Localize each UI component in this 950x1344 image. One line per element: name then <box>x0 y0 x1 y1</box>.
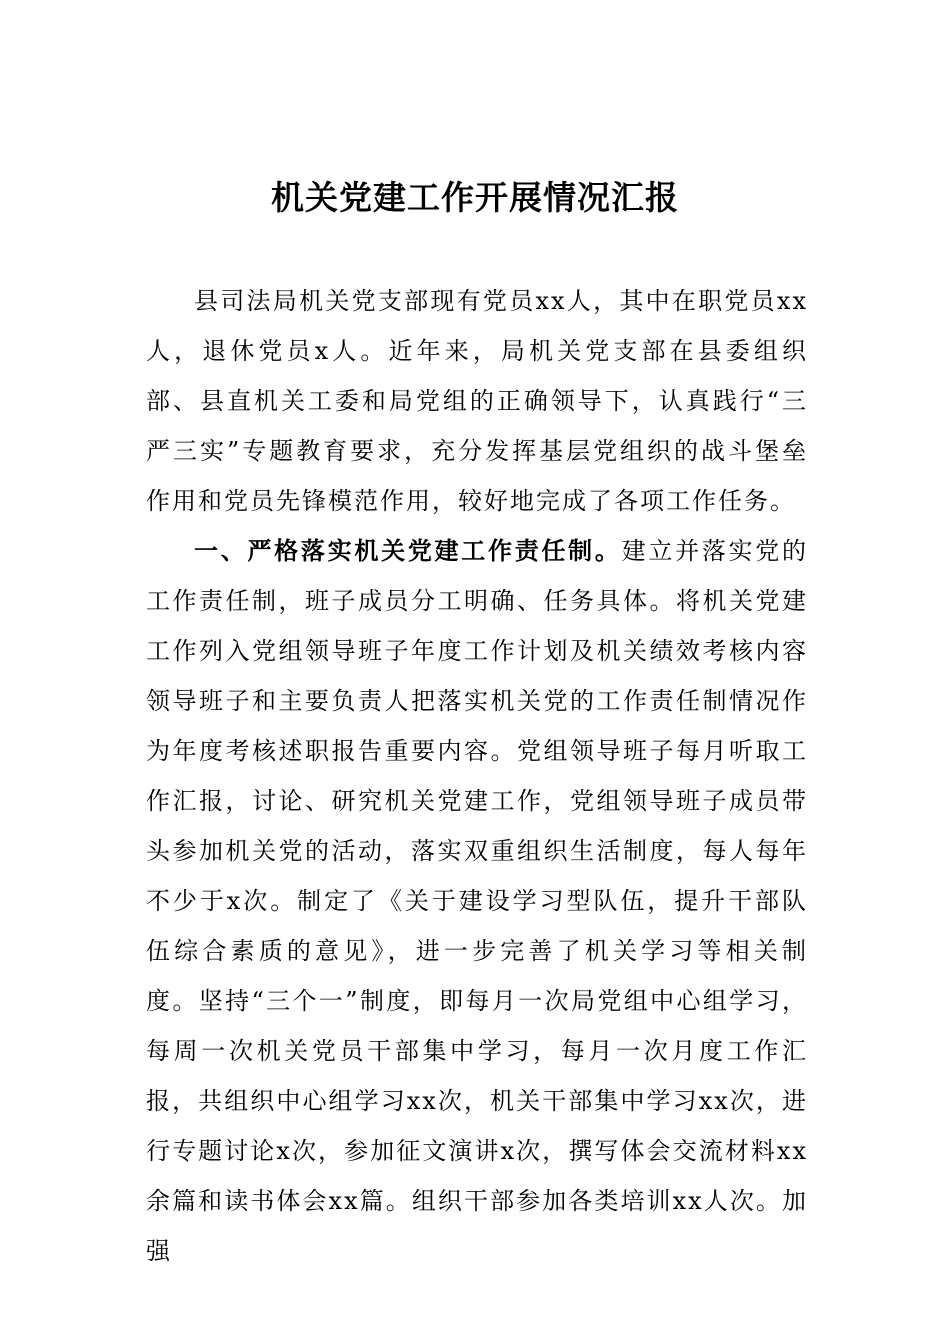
document-body <box>146 276 808 1276</box>
paragraph-section-1 <box>146 526 808 1276</box>
section-1-text: 建立并落实党的工作责任制，班子成员分工明确、任务具体。将机关党建工作列入党组领导班子年度工作计划及机关绩效考核内容领导班子和主要负责人把落实机关党的工作责任制情况作为年度考核述职报告重要内容。党组领导班子每月听取工作汇报，讨论、研究机关党建工作，党组领导班子成员带头参加机关党的活动，落实双重组织生活制度，每人每年不少于x次。制定了《关于建设学习型队伍，提升干部队伍综合素质的意见》，进一步完善了机关学习等相关制度。坚持“三个一”制度，即每月一次局党组中心组学习，每周一次机关党员干部集中学习，每月一次月度工作汇报，共组织中心组学习xx次，机关干部集中学习xx次，进行专题讨论x次，参加征文演讲x次，撰写体会交流材料xx余篇和读书体会xx篇。组织干部参加各类培训xx人次。加强 <box>146 537 809 1265</box>
paragraph-intro <box>146 276 808 526</box>
section-1-heading: 一、严格落实机关党建工作责任制。 <box>194 537 622 565</box>
paragraph-intro-text: 县司法局机关党支部现有党员xx人，其中在职党员xx人，退休党员x人。近年来，局机关党支部在县委组织部、县直机关工委和局党组的正确领导下，认真践行“三严三实”专题教育要求，充分发挥基层党组织的战斗堡垒作用和党员先锋模范作用，较好地完成了各项工作任务。 <box>146 287 808 515</box>
document-title: 机关党建工作开展情况汇报 <box>271 178 679 217</box>
